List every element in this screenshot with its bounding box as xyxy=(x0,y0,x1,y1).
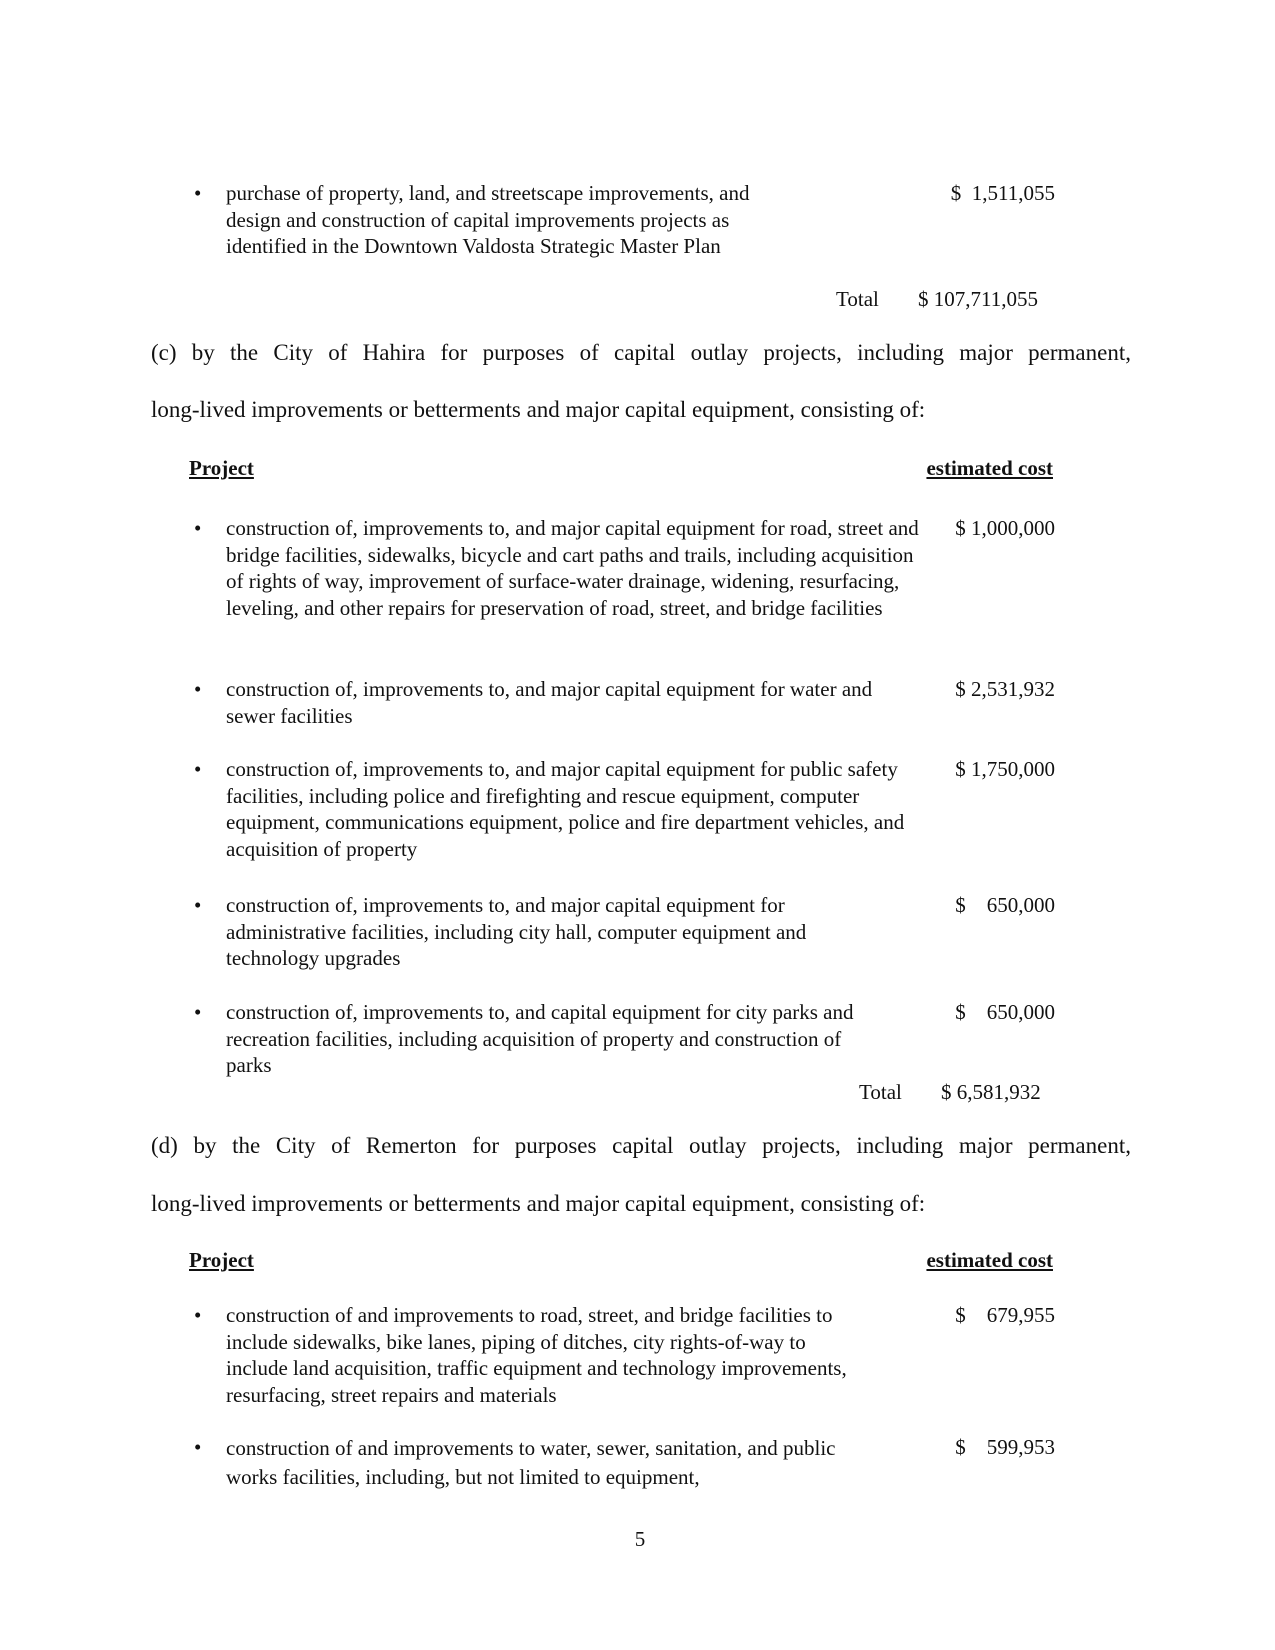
bullet-icon: • xyxy=(194,677,202,701)
item-text: construction of, improvements to, and major capital equipment for public safety facilities, including police and firefighting and rescue equipment, computer equipment, communications equipment, police and fire department vehicles, and acquisition of property xyxy=(226,757,905,861)
bullet-icon: • xyxy=(194,516,202,540)
item-text: construction of, improvements to, and capital equipment for city parks and recreation facilities, including acquisition of property and construction of parks xyxy=(226,1000,854,1077)
total-label: Total xyxy=(859,1080,902,1104)
item-text: construction of, improvements to, and major capital equipment for road, street and bridge facilities, sidewalks, bicycle and cart paths and trails, including acquisition of rights of way, improvement of surface-water drainage, widening, resurfacing, leveling, and other repairs for preservation of road, street, and bridge facilities xyxy=(226,516,919,620)
item-amount: $ 1,750,000 xyxy=(955,757,1055,781)
item-text: construction of, improvements to, and major capital equipment for water and sewer facilities xyxy=(226,677,873,728)
item-text: construction of and improvements to water, sewer, sanitation, and public works facilities, including, but not limited to equipment, xyxy=(226,1436,836,1489)
bullet-icon: • xyxy=(194,1435,202,1459)
item-amount: $ 1,000,000 xyxy=(955,516,1055,540)
bullet-icon: • xyxy=(194,893,202,917)
column-header-cost: estimated cost xyxy=(926,1248,1053,1272)
item-amount: $ 2,531,932 xyxy=(955,677,1055,701)
section-d-intro-line2: long-lived improvements or betterments and major capital equipment, consisting of: xyxy=(151,1191,926,1216)
item-text: construction of and improvements to road, street, and bridge facilities to include sidewalks, bike lanes, piping of ditches, city rights-of-way to include land acquisition, traffic equipment and technology improvements, resurfacing, street repairs and materials xyxy=(226,1303,847,1407)
section-d-intro-line1: (d) by the City of Remerton for purposes capital outlay projects, including major permanent, xyxy=(151,1133,1131,1158)
column-header-project: Project xyxy=(189,456,254,480)
item-text: purchase of property, land, and streetscape improvements, and design and construction of capital improvements projects as identified in the Downtown Valdosta Strategic Master Plan xyxy=(226,181,750,258)
column-header-project: Project xyxy=(189,1248,254,1272)
bullet-icon: • xyxy=(194,1303,202,1327)
section-c-intro-line1: (c) by the City of Hahira for purposes of capital outlay projects, including major permanent, xyxy=(151,340,1131,365)
item-amount: $ 679,955 xyxy=(955,1303,1055,1327)
item-amount: $ 1,511,055 xyxy=(950,181,1055,205)
total-amount: $ 6,581,932 xyxy=(941,1080,1041,1104)
bullet-icon: • xyxy=(194,1000,202,1024)
item-amount: $ 650,000 xyxy=(955,893,1055,917)
total-label: Total xyxy=(836,287,879,311)
page-number: 5 xyxy=(634,1527,646,1551)
item-amount: $ 599,953 xyxy=(955,1435,1055,1459)
section-c-intro-line2: long-lived improvements or betterments and major capital equipment, consisting of: xyxy=(151,397,926,422)
column-header-cost: estimated cost xyxy=(926,456,1053,480)
bullet-icon: • xyxy=(194,181,202,205)
item-amount: $ 650,000 xyxy=(955,1000,1055,1024)
item-text: construction of, improvements to, and major capital equipment for administrative facilities, including city hall, computer equipment and technology upgrades xyxy=(226,893,807,970)
total-amount: $ 107,711,055 xyxy=(918,287,1038,311)
bullet-icon: • xyxy=(194,757,202,781)
